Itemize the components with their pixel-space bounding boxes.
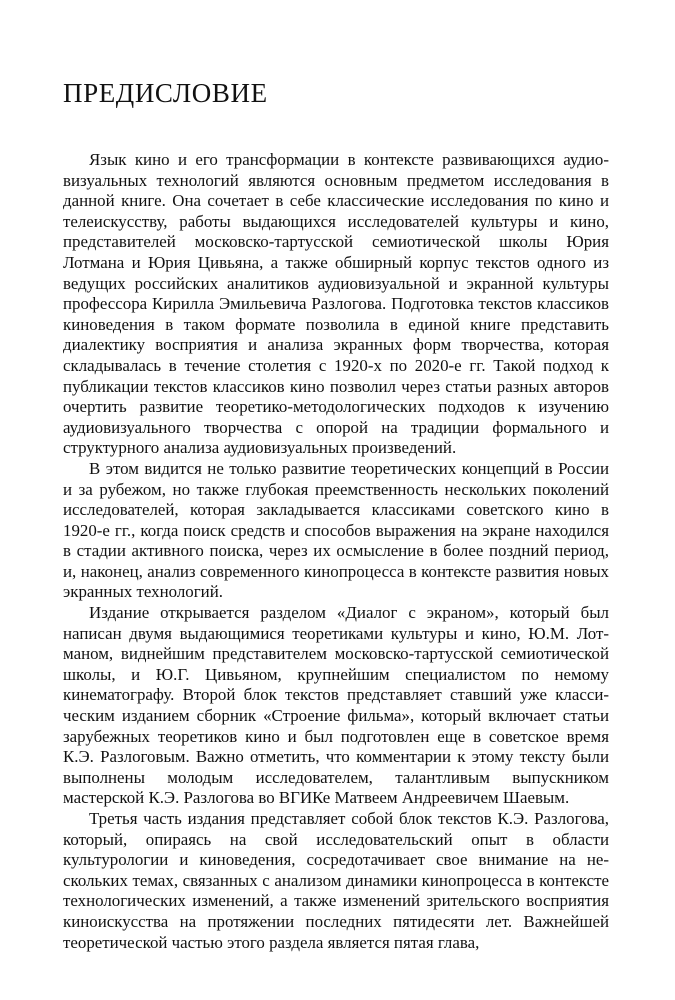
paragraph-3: Издание открывается разделом «Диалог с экраном», который был написан двумя выдающимися теоретиками культуры и кино, Ю.М. Лотманом, виднейшим представителем московско-тартусской семиотической школы, и Ю.Г. Цивьяном, крупнейшим специалистом по немому кинематографу. Второй блок текстов представляет ставший уже классическим изданием сборник «Строение фильма», который включает статьи зарубежных теоретиков кино и был подготовлен еще в советское время К.Э. Разлоговым. Важно отметить, что комментарии к этому тексту были выполнены молодым исследователем, талантливым выпускником мастерской К.Э. Разлогова во ВГИКе Матвеем Андреевичем Шаевым.	[63, 603, 609, 808]
paragraph-4: Третья часть издания представляет собой блок текстов К.Э. Разлогова, который, опираясь на свой исследовательский опыт в области культурологии и киноведения, сосредотачивает свое внимание на нескольких темах, связанных с анализом динамики кинопроцесса в контексте технологических изменений, а также изменений зрительского восприятия киноискусства на протяжении последних пятидесяти лет. Важнейшей теоретической частью этого раздела является пятая глава,	[63, 809, 609, 952]
paragraph-1: Язык кино и его трансформации в контексте развивающихся аудиовизуальных технологий являются основным предметом исследования в данной книге. Она сочетает в себе классические исследования по кино и телеискусству, работы выдающихся исследователей культуры и кино, представителей московско-тартусской семиотической школы Юрия Лотмана и Юрия Цивьяна, а также обширный корпус текстов одного из ведущих российских аналитиков аудиовизуальной и экранной культуры профессора Кирилла Эмильевича Разлогова. Подготовка текстов классиков киноведения в таком формате позволила в единой книге представить диалектику восприятия и анализа экранных форм творчества, которая складывалась в течение столетия с 1920-х по 2020-е гг. Такой подход к публикации текстов классиков кино позволил через статьи разных авторов очертить развитие теоретико-методологических подходов к изучению аудиовизуального творчества с опорой на традиции формального и структурного анализа аудиовизуальных произведений.	[63, 150, 609, 458]
page-title: ПРЕДИСЛОВИЕ	[63, 78, 268, 108]
body-text	[63, 150, 609, 953]
paragraph-2: В этом видится не только развитие теоретических концепций в России и за рубежом, но также глубокая преемственность нескольких поколений исследователей, которая закладывается классиками советского кино в 1920-е гг., когда поиск средств и способов выражения на экране находился в стадии активного поиска, через их осмысление в более поздний период, и, наконец, анализ современного кинопроцесса в контексте развития новых экранных технологий.	[63, 458, 609, 602]
